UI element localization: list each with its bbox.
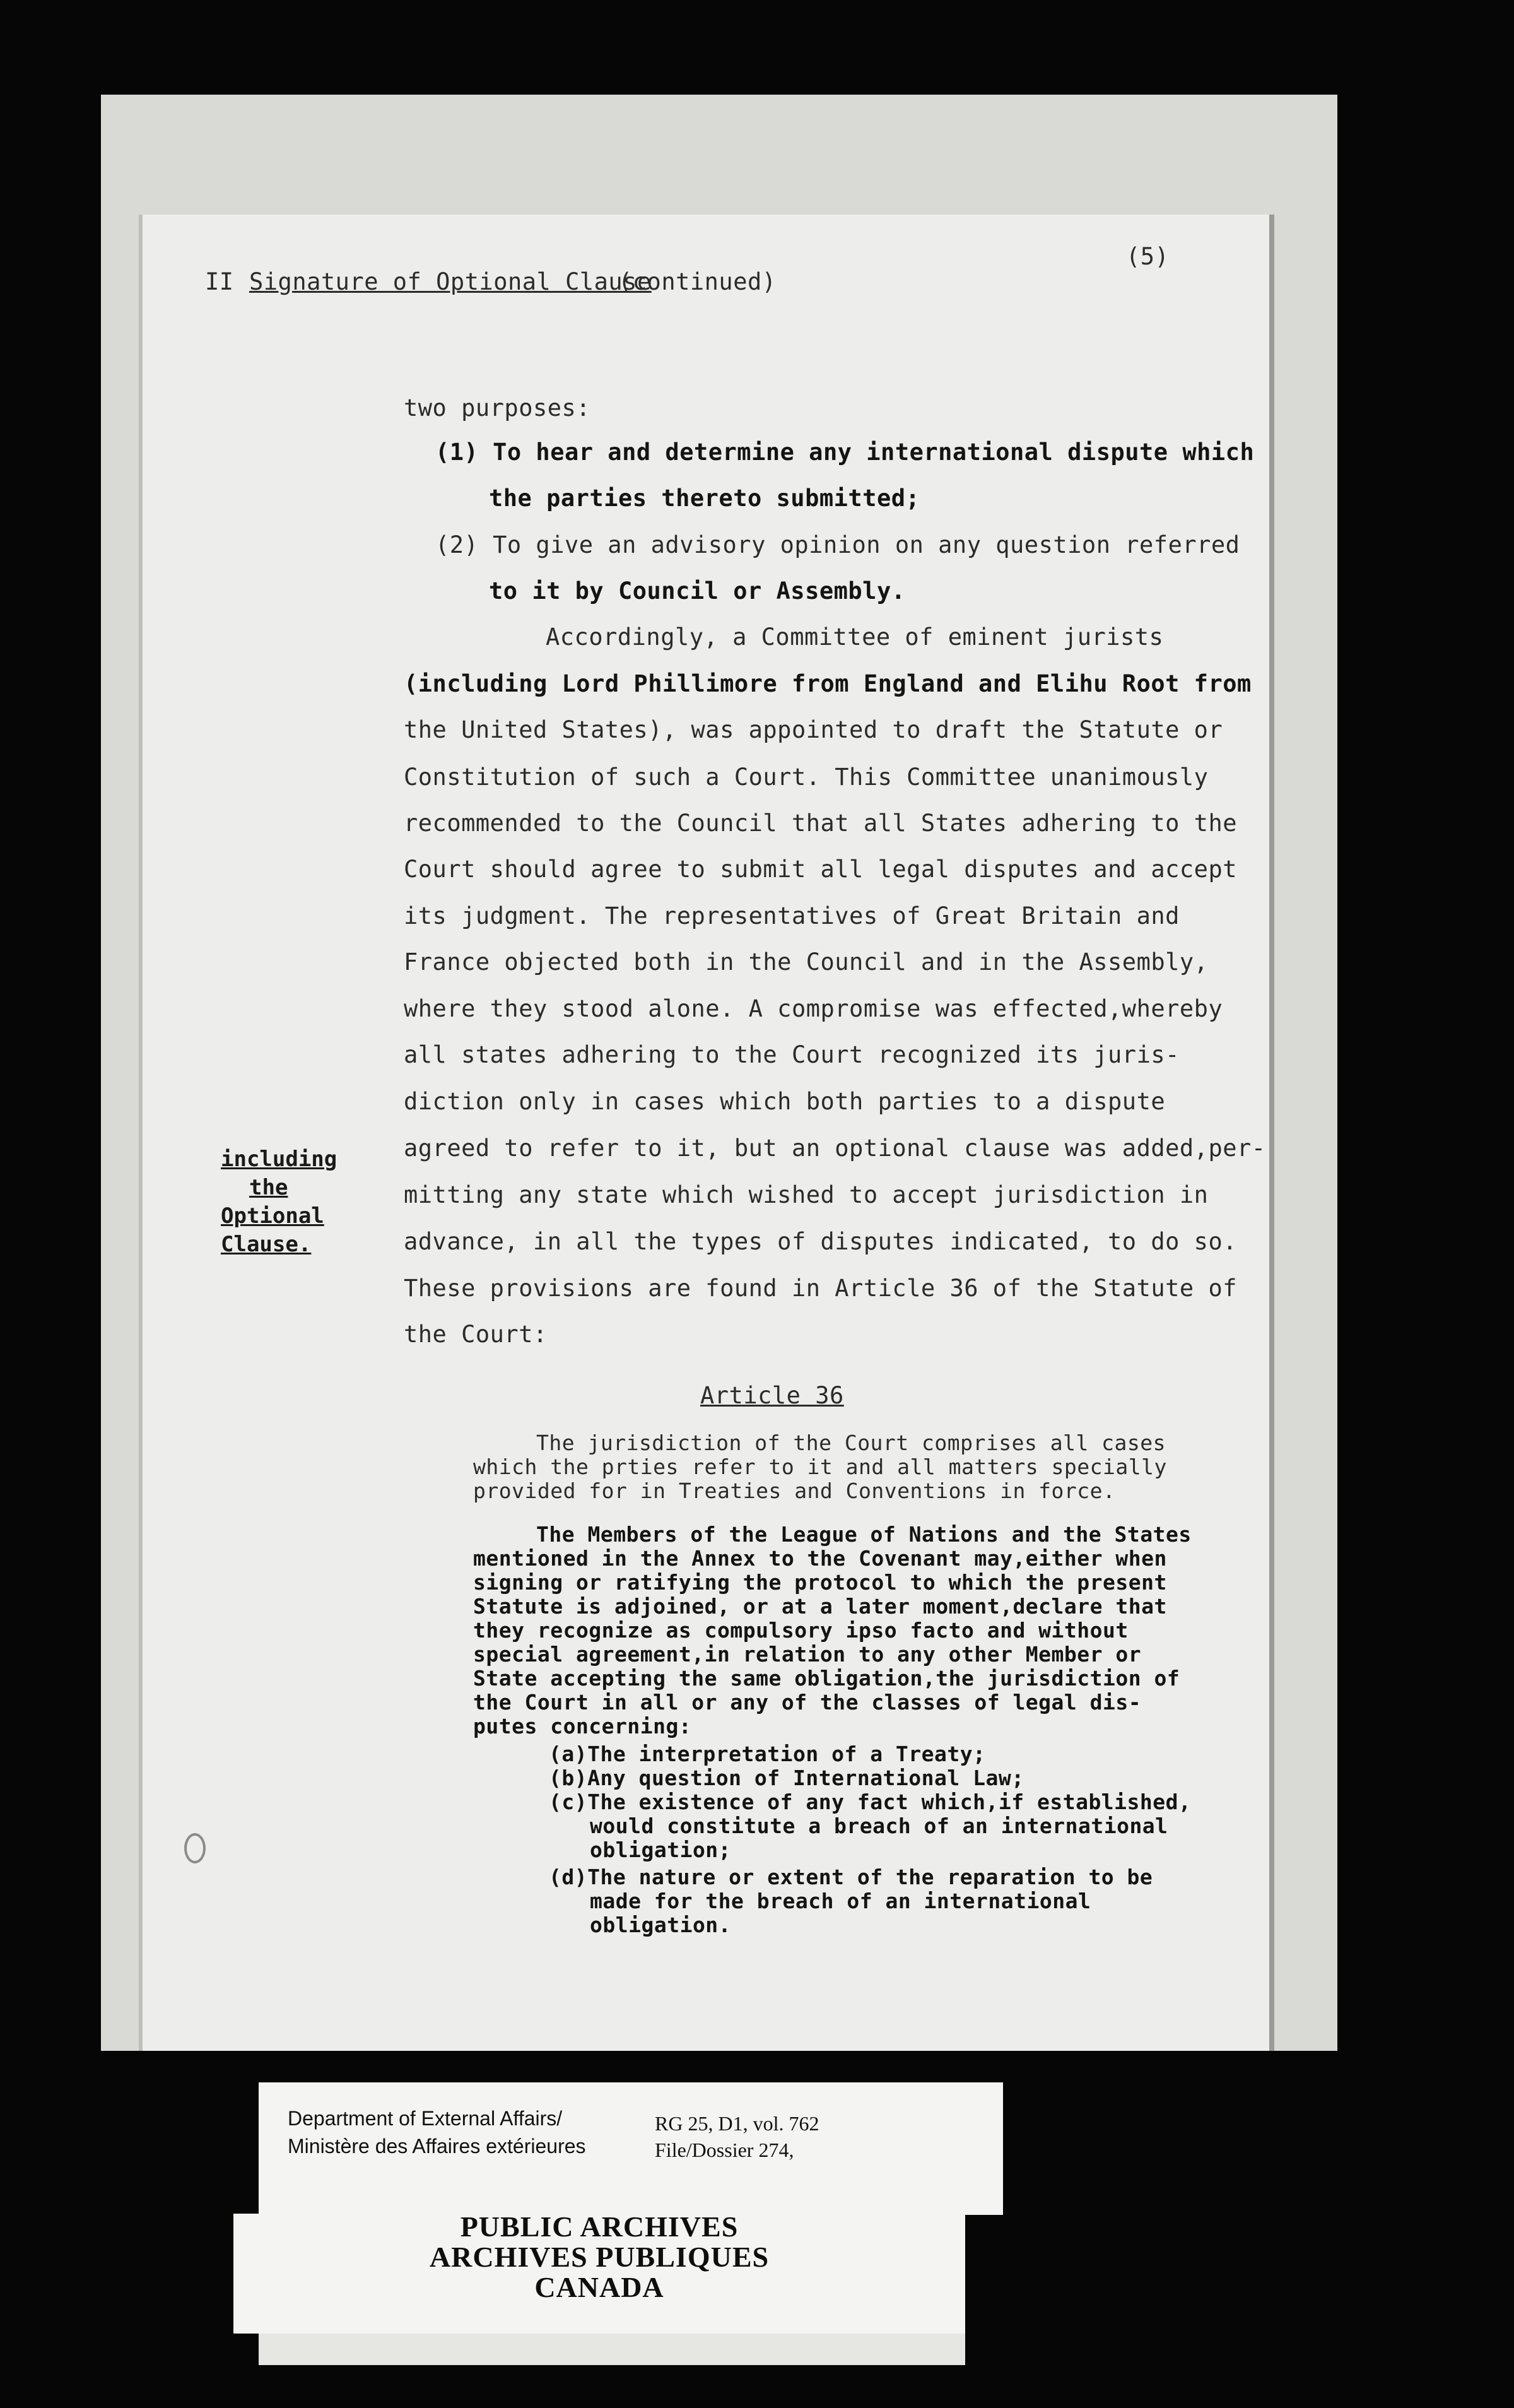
body-line: its judgment. The representatives of Great Britain and [404,902,1180,930]
article-item: would constitute a breach of an international [590,1814,1168,1838]
article-para2-line: they recognize as compulsory ipso facto and without [473,1618,1129,1643]
body-line: the United States), was appointed to draft the Statute or [404,716,1223,743]
article-item: (c)The existence of any fact which,if established, [549,1790,1192,1814]
article-para2-line: State accepting the same obligation,the jurisdiction of [473,1666,1180,1691]
label-strip [259,2334,965,2365]
archives-stamp-line: PUBLIC ARCHIVES [460,2210,739,2243]
article-para2-line: signing or ratifying the protocol to which the present [473,1570,1167,1595]
body-line: mitting any state which wished to accept jurisdiction in [404,1181,1209,1208]
body-line: the parties thereto submitted; [489,485,920,512]
archives-stamp-line: CANADA [534,2271,664,2303]
article-para2-line: putes concerning: [473,1714,692,1738]
body-line: to it by Council or Assembly. [489,577,906,605]
article-item: made for the breach of an international [590,1889,1091,1913]
article-para2-line: the Court in all or any of the classes of legal dis- [473,1690,1142,1715]
body-line: These provisions are found in Article 36 of the Statute of [404,1275,1238,1302]
body-line: agreed to refer to it, but an optional clause was added,per- [404,1135,1266,1162]
body-line: (including Lord Phillimore from England and Elihu Root from [404,670,1252,697]
label-ref1: RG 25, D1, vol. 762 [655,2112,819,2135]
article-item: obligation. [590,1913,732,1937]
margin-note-line: Clause. [221,1232,312,1257]
article-para2-line: Statute is adjoined, or at a later moment,declare that [473,1594,1167,1619]
body-line: two purposes: [404,394,591,422]
article-para2-line: mentioned in the Annex to the Covenant may,either when [473,1546,1167,1571]
body-line: Constitution of such a Court. This Committee unanimously [404,764,1209,791]
body-line: advance, in all the types of disputes indicated, to do so. [404,1228,1238,1255]
margin-note [221,1145,337,1259]
section-title-suffix: (continued) [618,268,777,295]
body-line: Court should agree to submit all legal disputes and accept [404,856,1238,883]
body-line: (2) To give an advisory opinion on any question referred [435,531,1240,558]
article-para1-line: which the prties refer to it and all matters specially [473,1455,1167,1479]
article-item: (a)The interpretation of a Treaty; [549,1742,986,1766]
article-para1-line: provided for in Treaties and Conventions in force. [473,1478,1116,1503]
punch-hole [184,1833,206,1863]
article-para2-line: The Members of the League of Nations and the States [536,1522,1192,1547]
section-title: Signature of Optional Clause [249,268,652,295]
body-line: the Court: [404,1321,548,1348]
margin-note-line: including [221,1147,337,1172]
article-item: (d)The nature or extent of the reparation to be [549,1865,1153,1889]
article-para1-line: The jurisdiction of the Court comprises all cases [536,1431,1166,1455]
archives-stamp-line: ARCHIVES PUBLIQUES [429,2241,770,2273]
body-line: (1) To hear and determine any international dispute which [435,439,1255,466]
article-para2-line: special agreement,in relation to any other Member or [473,1642,1142,1667]
archive-label [259,2082,1003,2215]
label-ref2: File/Dossier 274, [655,2139,794,2161]
archives-stamp [360,2212,839,2303]
margin-note-line: the [249,1175,288,1200]
page-number: (5) [1126,243,1170,270]
article-item: (b)Any question of International Law; [549,1766,1024,1790]
body-line: France objected both in the Council and in the Assembly, [404,948,1209,976]
margin-note-line: Optional [221,1203,324,1229]
body-line: recommended to the Council that all States adhering to the [404,810,1238,837]
article-heading: Article 36 [700,1382,844,1409]
body-line: all states adhering to the Court recognized its juris- [404,1041,1180,1068]
body-line: Accordingly, a Committee of eminent jurists [546,623,1164,651]
article-item: obligation; [590,1838,732,1862]
section-number: II [205,268,234,295]
label-dept-en: Department of External Affairs/ [288,2107,563,2130]
label-dept-fr: Ministère des Affaires extérieures [288,2135,586,2157]
body-line: diction only in cases which both parties to a dispute [404,1088,1166,1115]
body-line: where they stood alone. A compromise was effected,whereby [404,995,1223,1022]
